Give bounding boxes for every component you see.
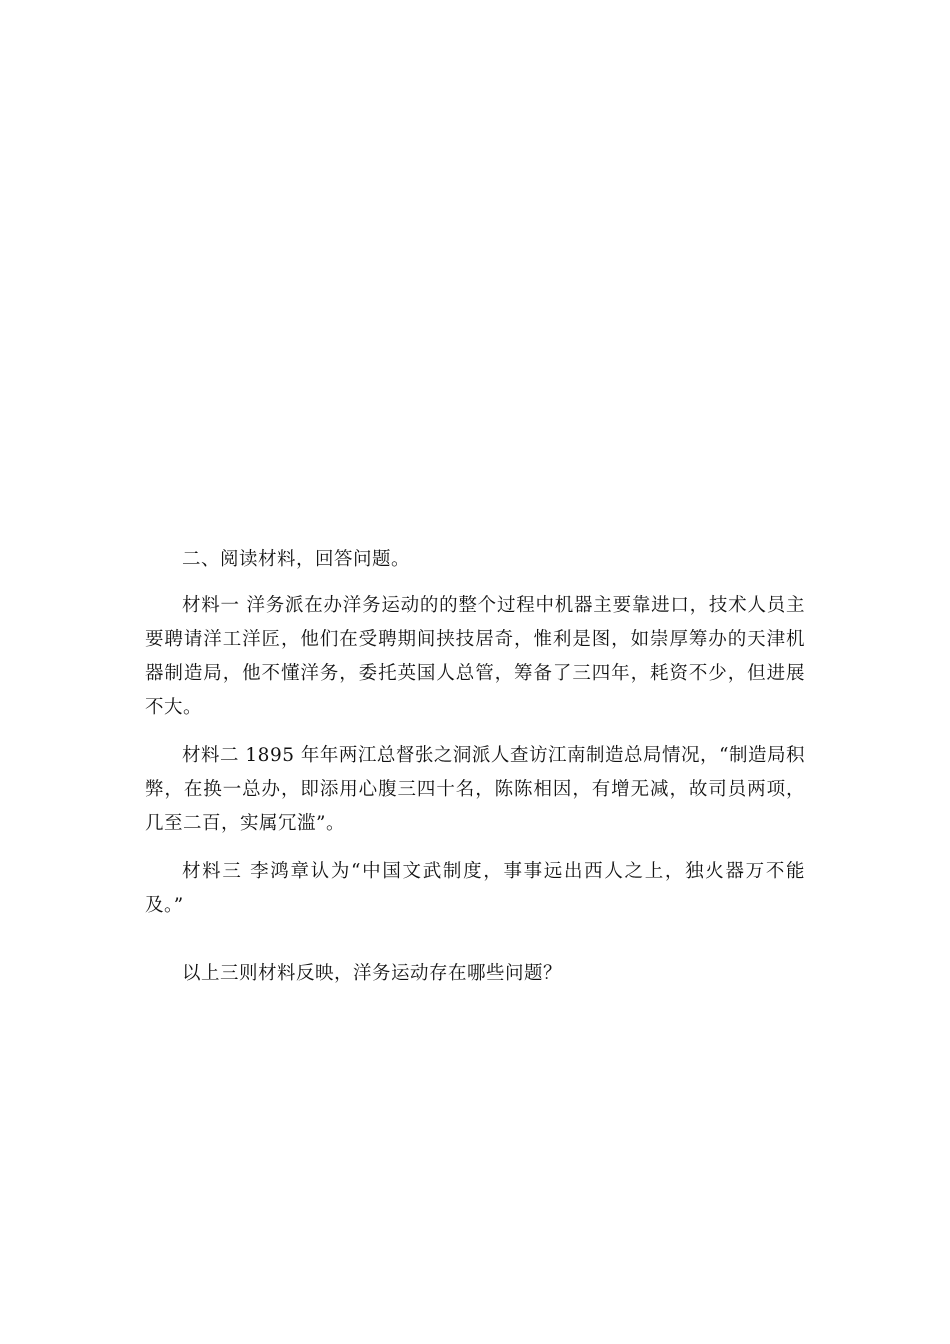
material-one: 材料一 洋务派在办洋务运动的的整个过程中机器主要靠进口，技术人员主要聘请洋工洋匠，他们在受聘期间挟技居奇，惟利是图，如崇厚筹办的天津机器制造局，他不懂洋务，委托英国人总管，筹备了三四年，耗资不少，但进展不大。 (145, 595, 805, 718)
material-three: 材料三 李鸿章认为“中国文武制度，事事远出西人之上，独火器万不能及。” (145, 861, 805, 916)
question-text: 以上三则材料反映，洋务运动存在哪些问题？ (182, 963, 563, 984)
document-content (145, 543, 805, 1005)
section-heading: 二、阅读材料，回答问题。 (182, 549, 411, 570)
material-two: 材料二 1895 年年两江总督张之洞派人查访江南制造总局情况，“制造局积弊，在换一总办，即添用心腹三四十名，陈陈相因，有增无减，故司员两项，几至二百，实属冗滥”。 (145, 745, 805, 834)
